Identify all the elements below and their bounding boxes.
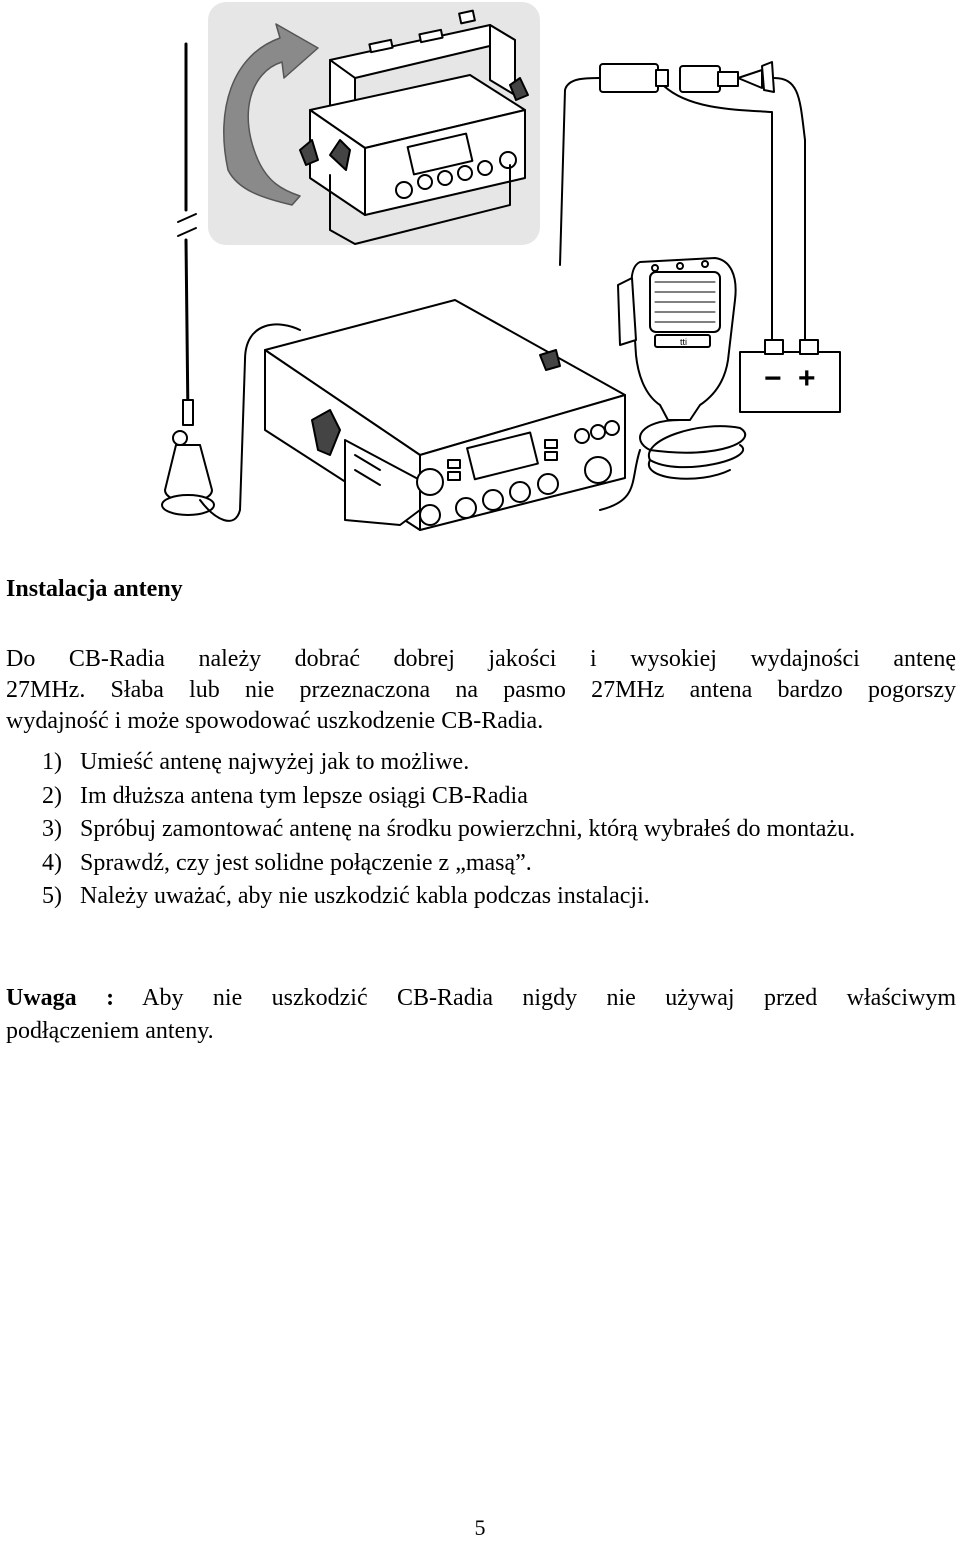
list-item-text: Im dłuższa antena tym lepsze osiągi CB-Radia: [80, 782, 528, 809]
list-item: [42, 746, 956, 780]
list-item-text: Umieść antenę najwyżej jak to możliwe.: [80, 749, 470, 775]
page-number: 5: [474, 1515, 486, 1540]
intro-line-3: wydajność i może spowodować uszkodzenie CB-Radia.: [6, 708, 544, 734]
list-item: [42, 880, 956, 914]
list-item-number: 3): [42, 816, 62, 842]
antenna: [162, 44, 214, 515]
microphone-coiled-cord: [640, 420, 745, 479]
intro-line-1: Do CB-Radia należy dobrać dobrej jakości i wysokiej wydajności antenę: [6, 646, 956, 672]
list-item-text: Należy uważać, aby nie uszkodzić kabla podczas instalacji.: [80, 883, 650, 909]
intro-paragraph: [6, 644, 956, 737]
list-item: [42, 813, 956, 847]
warning-text-2: podłączeniem anteny.: [6, 1018, 214, 1044]
section-heading: Instalacja anteny: [6, 576, 183, 602]
microphone-brand: tti: [680, 337, 688, 347]
list-item-number: 2): [42, 782, 62, 809]
list-item-number: 1): [42, 749, 62, 775]
list-item-number: 5): [42, 883, 62, 909]
warning-line-1: [6, 982, 956, 1015]
battery-plus-sign: +: [798, 362, 816, 395]
list-item: [42, 847, 956, 881]
cb-radio-main: [265, 300, 625, 530]
list-item-number: 4): [42, 849, 62, 876]
list-item-text: Sprawdź, czy jest solidne połączenie z „masą”.: [80, 849, 532, 876]
installation-steps: [42, 746, 956, 914]
list-item: [42, 780, 956, 814]
list-item-text: Spróbuj zamontować antenę na środku powierzchni, którą wybrałeś do montażu.: [80, 816, 856, 842]
intro-line-2: 27MHz. Słaba lub nie przeznaczona na pasmo 27MHz antena bardzo pogorszy: [6, 677, 956, 703]
warning-label: Uwaga :: [6, 985, 115, 1011]
warning-note: [6, 982, 956, 1048]
battery-minus-sign: −: [764, 362, 782, 395]
installation-illustration: [150, 0, 850, 545]
battery: [740, 340, 840, 412]
warning-text-1: Aby nie uszkodzić CB-Radia nigdy nie używaj przed właściwym: [142, 985, 956, 1011]
microphone: [618, 258, 736, 420]
